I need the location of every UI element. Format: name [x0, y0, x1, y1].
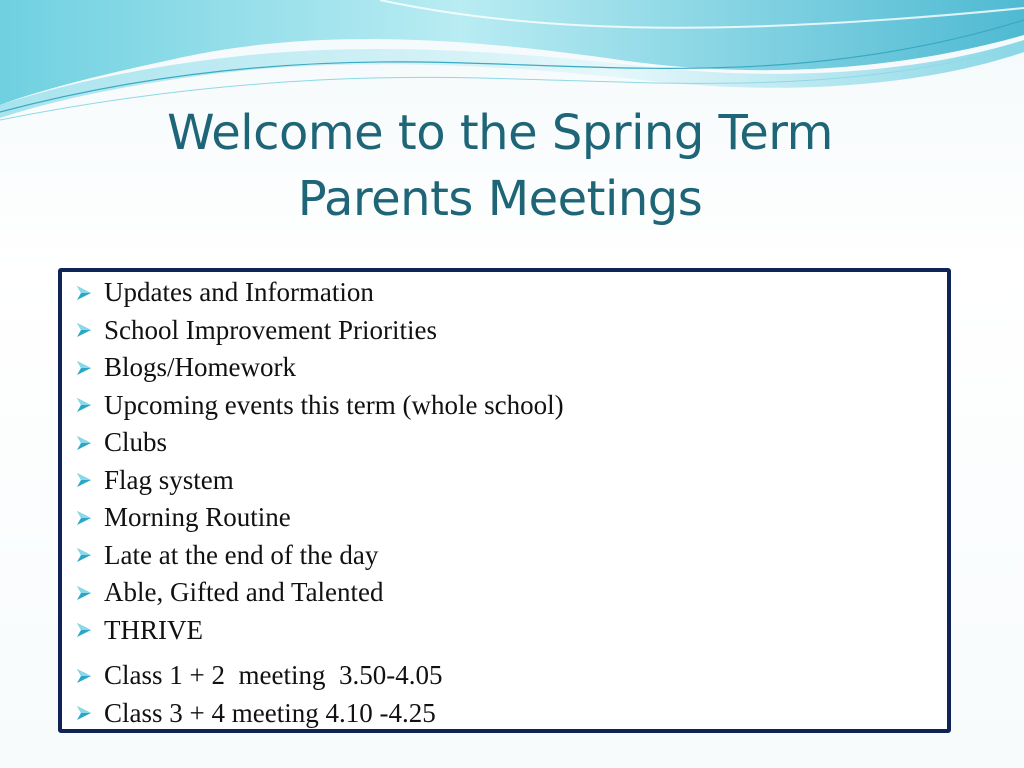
arrow-bullet-icon — [74, 703, 94, 723]
bullet-text: Flag system — [104, 464, 234, 495]
agenda-list — [74, 274, 564, 732]
list-item — [74, 462, 564, 500]
arrow-bullet-icon — [74, 620, 94, 640]
bullet-text: School Improvement Priorities — [104, 314, 437, 345]
arrow-bullet-icon — [74, 470, 94, 490]
bullet-text: Able, Gifted and Talented — [104, 577, 384, 608]
list-item — [74, 612, 564, 650]
arrow-bullet-icon — [74, 545, 94, 565]
bullet-text: Class 1 + 2 meeting 3.50-4.05 — [104, 660, 443, 691]
arrow-bullet-icon — [74, 358, 94, 378]
list-item — [74, 537, 564, 575]
bullet-text: Updates and Information — [104, 277, 374, 308]
arrow-bullet-icon — [74, 395, 94, 415]
bullet-text: Class 3 + 4 meeting 4.10 -4.25 — [104, 697, 436, 728]
bullet-text: THRIVE — [104, 614, 203, 645]
list-item — [74, 574, 564, 612]
list-item — [74, 274, 564, 312]
list-item — [74, 424, 564, 462]
arrow-bullet-icon — [74, 666, 94, 686]
bullet-text: Clubs — [104, 427, 168, 458]
arrow-bullet-icon — [74, 508, 94, 528]
bullet-text: Late at the end of the day — [104, 539, 379, 570]
bullet-text: Upcoming events this term (whole school) — [104, 389, 564, 420]
agenda-box — [58, 268, 951, 733]
list-item — [74, 657, 564, 695]
list-item — [74, 695, 564, 733]
arrow-bullet-icon — [74, 283, 94, 303]
list-item — [74, 312, 564, 350]
bullet-text: Blogs/Homework — [104, 352, 296, 383]
bullet-text: Morning Routine — [104, 502, 291, 533]
list-item — [74, 499, 564, 537]
slide-title — [60, 100, 940, 232]
arrow-bullet-icon — [74, 583, 94, 603]
arrow-bullet-icon — [74, 320, 94, 340]
list-item — [74, 387, 564, 425]
arrow-bullet-icon — [74, 433, 94, 453]
list-item — [74, 349, 564, 387]
title-line-1: Welcome to the Spring Term — [167, 105, 833, 161]
title-line-2: Parents Meetings — [297, 171, 703, 227]
